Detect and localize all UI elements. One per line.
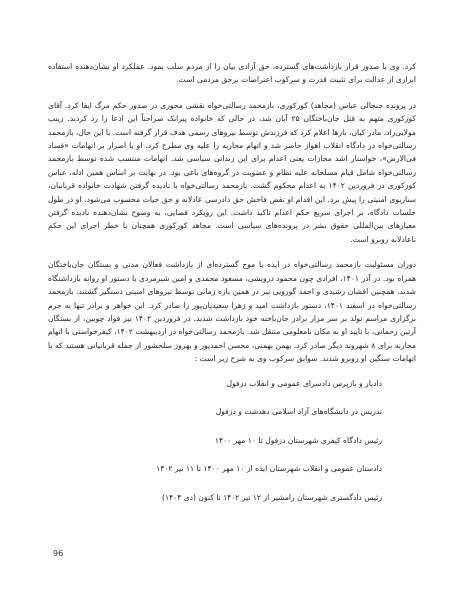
record-list	[48, 378, 416, 503]
document-body	[48, 60, 416, 521]
paragraph-korkori-case: در پرونده جنجالی عباس (مجاهد) کورکوری، بازمحمد رسالتی‌خواه نقشی محوری در صدور حکم مرگ ایفا کرد. آقای کورکوری متهم به قتل جان‌باختگان ۲۵ آبان شد، در حالی که خانواده پیرانک صراحتاً این ادعا را رد کردند. زینب مولایی‌راد، مادر کیان، بارها اعلام کرد که فرزندش توسط نیروهای رسمی هدف قرار گرفته است. با این حال، بازمحمد رسالتی‌خواه در دادگاه انقلاب اهواز حاضر شد و اتهام محاربه را علیه وی مطرح کرد. او با اصرار بر اتهامات «فساد فی‌الارض»، خواستار اشد مجازات یعنی اعدام برای این زندانی سیاسی شد. اتهامات منتسب شده توسط بازمحمد رسالتی‌خواه شامل قیام مسلحانه علیه نظام و عضویت در گروه‌های باغی بود. در نهایت بر اساس همین ادله، عباس کورکوری در فروردین ۱۴۰۲ به اعدام محکوم گشت. بازمحمد رسالتی‌خواه با نادیده گرفتن شهادت خانواده قربانیان، سناریوی امنیتی را پیش برد. این اقدام او نقض فاحش حق دادرسی عادلانه و حق حیات محسوب می‌شود. او در طول جلسات دادگاه، بر اجرای سریع حکم اعدام تاکید داشت. این رویکرد قضایی، به وضوح نشان‌دهنده نادیده گرفتن معیارهای بین‌المللی حقوق بشر در پرونده‌های سیاسی است. مجاهد کورکوری همچنان با خطر اجرای این حکم ناعادلانه روبرو است.	[48, 100, 416, 244]
paragraph-intro: کرد. وی با صدور قرار بازداشت‌های گسترده، حق آزادی بیان را از مردم سلب نمود. عملکرد او نشان‌دهنده استفاده ابزاری از عدالت برای تثبیت قدرت و سرکوب اعتراضات برحق مردمی است.	[48, 62, 416, 85]
list-item: رئیس دادگستری شهرستان رامشیر از ۱۲ تیر ۱۴۰۲ تا کنون (دی ۱۴۰۴)	[161, 492, 382, 502]
list-item: تدریس در دانشگاه‌های آزاد اسلامی دهدشت و دزفول	[215, 407, 382, 417]
list-item: دادستان عمومی و انقلاب شهرستان ایذه از ۱۰ مهر ۱۴۰۰ تا ۱۱ تیر ۱۴۰۲	[156, 464, 382, 474]
list-item: دادیار و بازپرس دادسرای عمومی و انقلاب دزفول	[226, 378, 382, 388]
list-item: رئیس دادگاه کیفری شهرستان دزفول تا ۱۰ مهر ۱۴۰۰	[214, 435, 382, 445]
paragraph-izeh-arrests: دوران مسئولیت بازمحمد رسالتی‌خواه در ایذه با موج گسترده‌ای از بازداشت فعالان مدنی و بستگان جان‌باختگان همراه بود. در آذر ۱۴۰۱، افرادی چون محمود درویشی، مسعود محمدی و امین شیرمردی با دستور او روانه بازداشتگاه شدند. همچنین افشان رشیدی و احمد گورویی نیز در همین بازه زمانی توسط نیروهای امنیتی دستگیر گشتند. بازمحمد رسالتی‌خواه در اسفند ۱۴۰۱، دستور بازداشت امید و زهرا سعیدیان‌پور را صادر کرد. این خواهر و برادر تنها به جرم برگزاری مراسم تولد بر سر مزار برادر جان‌باخته خود بازداشت شدند. در فروردین ۱۴۰۲ نیز فواد چوبین، از بستگان آرتین رحمانی، با تایید او به مکان نامعلومی منتقل شد. بازمحمد رسالتی‌خواه در اردیبهشت ۱۴۰۲، کیفرخواستی با اتهام محاربه برای ۸ شهروند دیگر صادر کرد. بهمن بهمنی، محسن احمدپور و بهروز سلحشور از جمله قربانیانی هستند که با اتهامات سنگین او روبرو شدند. سوابق سرکوب وی به شرح زیر است :	[48, 260, 416, 364]
page-number: 96	[53, 549, 64, 558]
